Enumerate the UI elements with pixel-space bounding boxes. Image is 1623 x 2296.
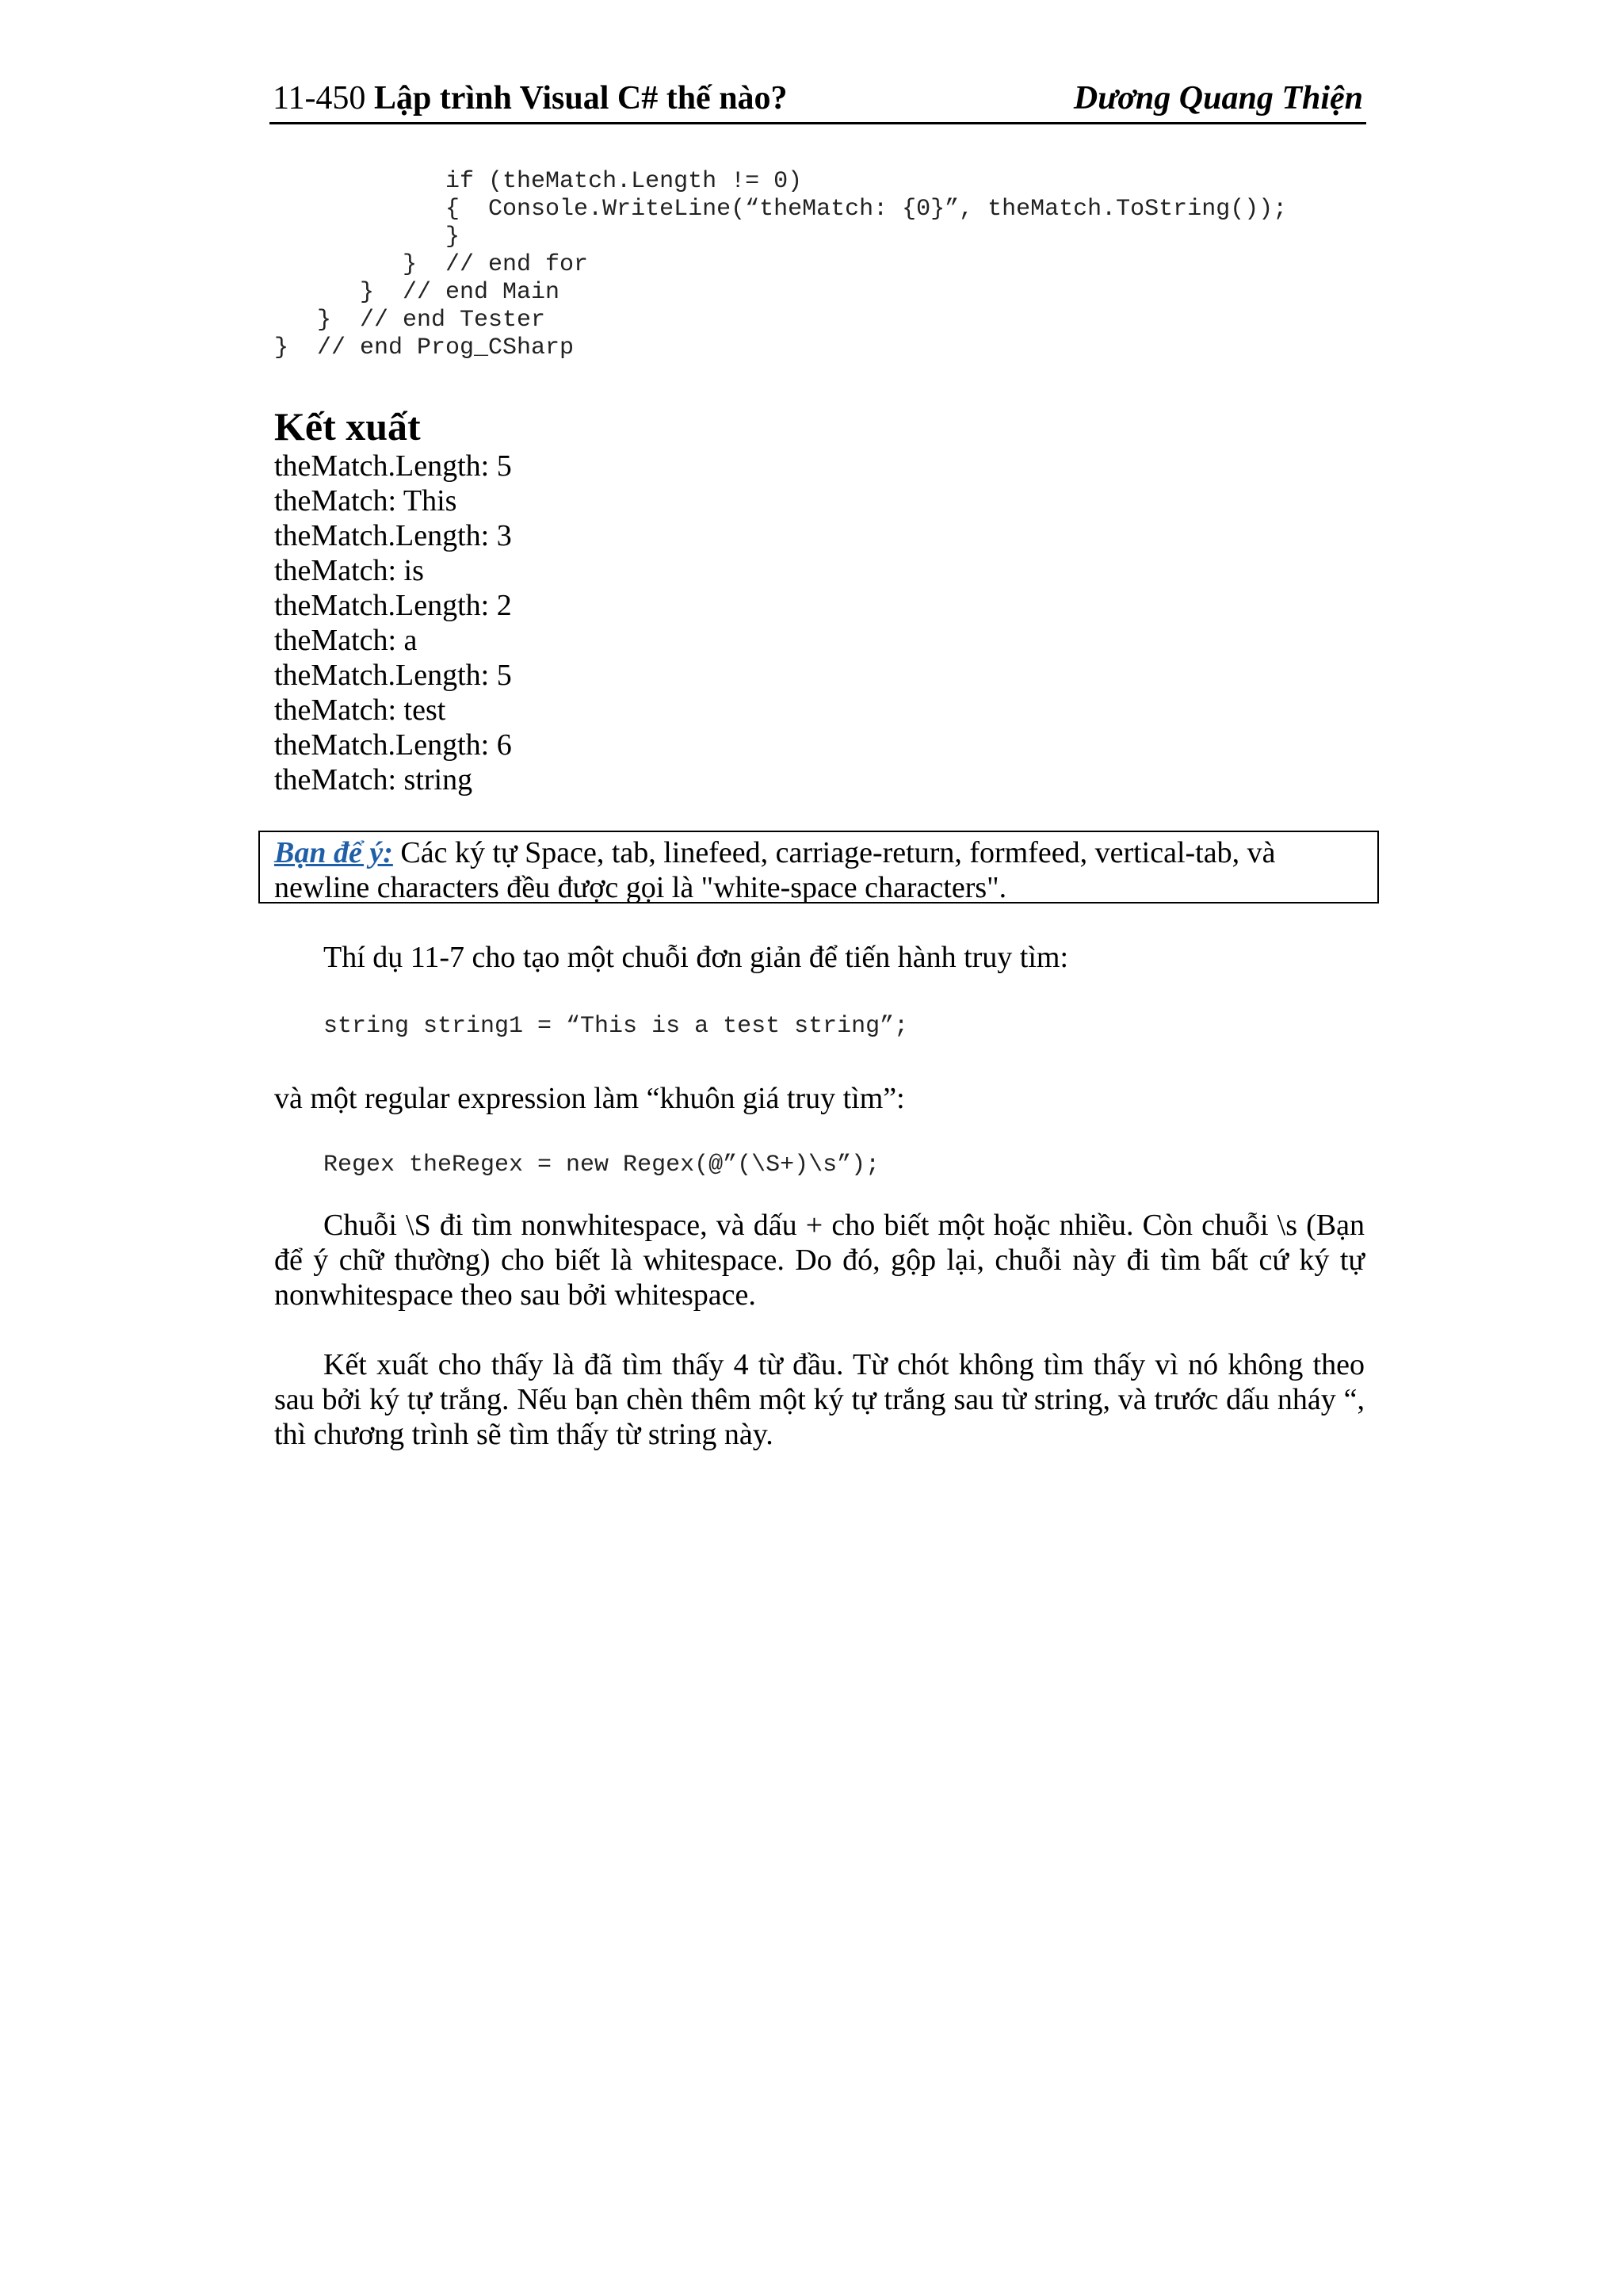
code-line: } // end Main <box>274 279 560 306</box>
page-header <box>269 74 1366 124</box>
code-block-top <box>274 168 1287 362</box>
header-left <box>273 74 788 122</box>
paragraph-regex-intro: và một regular expression làm “khuôn giá truy tìm”: <box>274 1082 905 1115</box>
code-line: } <box>274 223 460 250</box>
author-name: Dương Quang Thiện <box>1073 80 1363 117</box>
output-line: theMatch.Length: 5 <box>274 449 512 483</box>
code-regex-declaration: Regex theRegex = new Regex(@”(\S+)\s”); <box>323 1152 880 1179</box>
output-heading: Kết xuất <box>274 404 421 449</box>
output-line: theMatch: is <box>274 554 424 587</box>
code-line: } // end for <box>274 251 589 278</box>
code-string-declaration: string string1 = “This is a test string”; <box>323 1013 909 1040</box>
output-line: theMatch: a <box>274 624 418 657</box>
page-number: 11-450 <box>273 80 366 117</box>
output-line: theMatch: test <box>274 693 446 727</box>
output-line: theMatch: string <box>274 763 473 797</box>
output-line: theMatch.Length: 5 <box>274 659 512 692</box>
output-line: theMatch.Length: 6 <box>274 728 512 762</box>
code-line: } // end Prog_CSharp <box>274 334 575 361</box>
note-label: Bạn để ý: <box>274 836 393 869</box>
paragraph-regex-explanation: Chuỗi \S đi tìm nonwhitespace, và dấu + cho biết một hoặc nhiều. Còn chuỗi \s (Bạn để ý chữ thường) cho biết là whitespace. Do đó, gộp lại, chuỗi này đi tìm bất cứ ký tự nonwhitespace theo sau bởi whitespace. <box>274 1209 1365 1312</box>
note-box <box>258 831 1379 904</box>
output-line: theMatch.Length: 3 <box>274 519 512 552</box>
paragraph-example-intro: Thí dụ 11-7 cho tạo một chuỗi đơn giản để tiến hành truy tìm: <box>323 941 1069 974</box>
code-line: { Console.WriteLine(“theMatch: {0}”, theMatch.ToString()); <box>274 196 1288 223</box>
paragraph-output-explanation: Kết xuất cho thấy là đã tìm thấy 4 từ đầu. Từ chót không tìm thấy vì nó không theo sau bởi ký tự trắng. Nếu bạn chèn thêm một ký tự trắng sau từ string, và trước dấu nháy “, thì chương trình sẽ tìm thấy từ string này. <box>274 1348 1365 1451</box>
code-line: if (theMatch.Length != 0) <box>274 168 803 195</box>
output-line: theMatch.Length: 2 <box>274 589 512 622</box>
output-line: theMatch: This <box>274 484 457 518</box>
book-title: Lập trình Visual C# thế nào? <box>373 80 788 117</box>
code-line: } // end Tester <box>274 307 546 334</box>
output-list <box>274 449 512 797</box>
note-text: Các ký tự Space, tab, linefeed, carriage-return, formfeed, vertical-tab, và newline characters đều được gọi là "white-space characters". <box>274 836 1276 904</box>
